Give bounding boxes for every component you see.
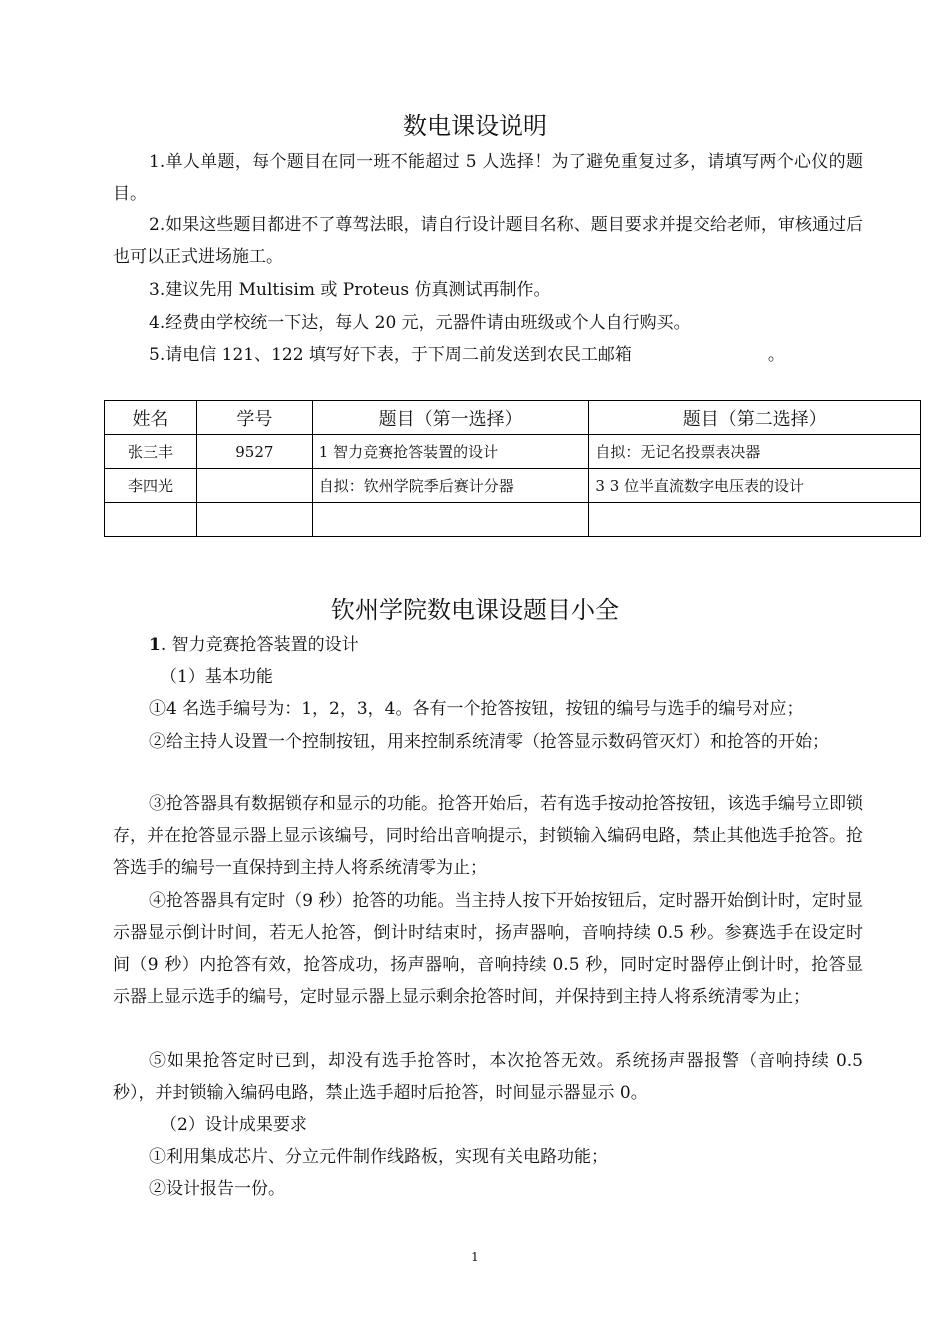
result-item-2: ②设计报告一份。 <box>149 1179 285 1199</box>
part1-heading: （1）基本功能 <box>160 667 273 687</box>
cell-second-choice <box>589 503 921 537</box>
function-item-3: ③抢答器具有数据锁存和显示的功能。抢答开始后，若有选手按动抢答按钮，该选手编号立即锁存，并在抢答显示器上显示该编号，同时给出音响提示，封锁输入编码电路，禁止其他选手抢答。抢答选手的编号一直保持到主持人将系统清零为止； <box>113 794 863 878</box>
intro-item-5: 5.请电信 121、122 填写好下表，于下周二前发送到农民工邮箱 。 <box>149 345 785 365</box>
cell-name <box>105 503 197 537</box>
topic-selection-table <box>104 400 921 537</box>
function-item-2: ②给主持人设置一个控制按钮，用来控制系统清零（抢答显示数码管灭灯）和抢答的开始； <box>149 732 829 752</box>
cell-first-choice: 自拟：钦州学院季后赛计分器 <box>312 469 589 503</box>
intro-item-3: 3.建议先用 Multisim 或 Proteus 仿真测试再制作。 <box>149 280 551 300</box>
topic-heading <box>113 629 863 661</box>
cell-student-id <box>196 469 312 503</box>
header-student-id: 学号 <box>196 401 312 435</box>
function-item-5: ⑤如果抢答定时已到，却没有选手抢答时，本次抢答无效。系统扬声器报警（音响持续 0.5 秒），并封锁输入编码电路，禁止选手超时后抢答，时间显示器显示 0。 <box>113 1051 863 1103</box>
function-item-1: ①4 名选手编号为：1，2，3，4。各有一个抢答按钮，按钮的编号与选手的编号对应； <box>149 699 804 719</box>
cell-student-id <box>196 503 312 537</box>
document-title: 数电课设说明 <box>403 112 547 140</box>
intro-item-1: 1.单人单题，每个题目在同一班不能超过 5 人选择！为了避免重复过多，请填写两个心仪的题目。 <box>113 152 863 204</box>
topic-title: . 智力竞赛抢答装置的设计 <box>160 635 359 655</box>
intro-item-4: 4.经费由学校统一下达，每人 20 元，元器件请由班级或个人自行购买。 <box>149 313 691 333</box>
result-item-1: ①利用集成芯片、分立元件制作线路板，实现有关电路功能； <box>149 1147 608 1167</box>
table-row <box>105 469 921 503</box>
cell-first-choice <box>312 503 589 537</box>
cell-name: 李四光 <box>105 469 197 503</box>
table-header-row <box>105 401 921 435</box>
function-item-4: ④抢答器具有定时（9 秒）抢答的功能。当主持人按下开始按钮后，定时器开始倒计时，定时显示器显示倒计时间，若无人抢答，倒计时结束时，扬声器响，音响持续 0.5 秒。参赛选手在设定时间（9 秒）内抢答有效，抢答成功，扬声器响，音响持续 0.5 秒，同时定时器停止倒计时，抢答显示器上显示选手的编号，定时显示器上显示剩余抢答时间，并保持到主持人将系统清零为止； <box>113 891 863 1007</box>
topic-number: 1 <box>149 635 161 655</box>
table-row <box>105 503 921 537</box>
header-second-choice: 题目（第二选择） <box>589 401 921 435</box>
cell-second-choice: 3 3 位半直流数字电压表的设计 <box>589 469 921 503</box>
header-first-choice: 题目（第一选择） <box>312 401 589 435</box>
cell-first-choice: 1 智力竞赛抢答装置的设计 <box>312 435 589 469</box>
section-title: 钦州学院数电课设题目小全 <box>331 596 619 624</box>
intro-item-2: 2.如果这些题目都进不了尊驾法眼，请自行设计题目名称、题目要求并提交给老师，审核通过后也可以正式进场施工。 <box>113 215 863 267</box>
cell-student-id: 9527 <box>196 435 312 469</box>
cell-name: 张三丰 <box>105 435 197 469</box>
header-name: 姓名 <box>105 401 197 435</box>
part2-heading: （2）设计成果要求 <box>160 1115 307 1135</box>
table-row <box>105 435 921 469</box>
page-number: 1 <box>471 1250 479 1264</box>
cell-second-choice: 自拟：无记名投票表决器 <box>589 435 921 469</box>
